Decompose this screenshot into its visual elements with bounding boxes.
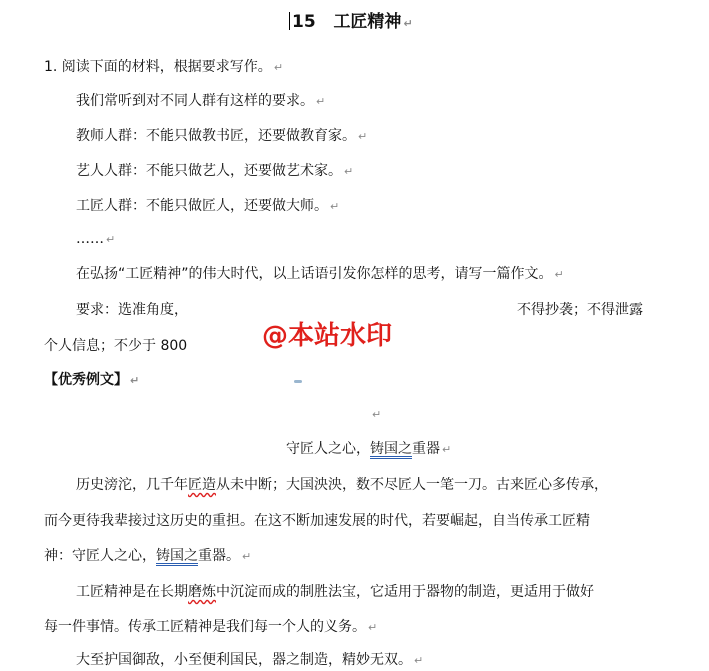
- material-line-1: [76, 91, 325, 112]
- requirement-line-2-text: 个人信息；不少于 800: [44, 338, 188, 354]
- example-heading: [44, 370, 139, 391]
- paragraph-mark-icon: ↵: [273, 61, 284, 74]
- spellcheck-word: 磨炼: [188, 584, 216, 600]
- paragraph-mark-icon: ↵: [130, 374, 140, 387]
- essay-p2-line-1: [76, 582, 594, 602]
- material-text: 教师人群：不能只做教书匠，还要做教育家。: [76, 128, 356, 144]
- essay-title-pre: 守匠人之心，: [286, 441, 370, 457]
- essay-p1-line-2: [44, 511, 590, 531]
- material-line-4: [76, 196, 339, 217]
- paragraph-mark-icon: ↵: [414, 654, 424, 667]
- question-text: 1. 阅读下面的材料，根据要求写作。: [44, 59, 272, 75]
- paragraph-mark-icon: ↵: [242, 550, 252, 563]
- text-segment: 中沉淀而成的制胜法宝，它适用于器物的制造，更适用于做好: [216, 584, 594, 600]
- material-line-3: [76, 161, 353, 182]
- text-cursor: [289, 12, 290, 30]
- paragraph-mark-icon: ↵: [442, 443, 452, 456]
- stray-mark: [294, 380, 302, 383]
- paragraph-mark-icon: ↵: [554, 268, 564, 281]
- title-text: 工匠精神: [333, 12, 402, 32]
- paragraph-mark-icon: ↵: [106, 233, 116, 246]
- watermark: @本站水印: [262, 321, 393, 351]
- essay-p3-line-1: [76, 650, 423, 671]
- requirement-right-text: 不得抄袭；不得泄露: [517, 302, 643, 318]
- essay-p2-line-2: [44, 617, 377, 638]
- grammar-word: 铸国之: [156, 548, 198, 564]
- requirement-left: [76, 300, 188, 320]
- requirement-right: [517, 300, 643, 320]
- essay-title-post: 重器: [412, 441, 440, 457]
- text-segment: 大至护国御敌，小至便利国民，器之制造，精妙无双。: [76, 652, 412, 668]
- requirement-left-text: 要求：选准角度，: [76, 302, 188, 318]
- empty-paragraph: [370, 404, 381, 425]
- paragraph-mark-icon: ↵: [403, 17, 413, 30]
- material-line-2: [76, 126, 367, 147]
- prompt-text: 在弘扬“工匠精神”的伟大时代，以上话语引发你怎样的思考，请写一篇作文。: [76, 266, 553, 282]
- spellcheck-word: 匠造: [188, 477, 216, 493]
- essay-p1-line-1: [76, 475, 608, 495]
- paragraph-mark-icon: ↵: [344, 165, 354, 178]
- material-text: 工匠人群：不能只做匠人，还要做大师。: [76, 198, 328, 214]
- text-segment: 每一件事情。传承工匠精神是我们每一个人的义务。: [44, 619, 366, 635]
- material-text: 我们常听到对不同人群有这样的要求。: [76, 93, 314, 109]
- example-heading-text: 【优秀例文】: [44, 372, 128, 388]
- text-segment: 重器。: [198, 548, 240, 564]
- text-segment: 历史滂沱，几千年: [76, 477, 188, 493]
- title-number: 15: [292, 12, 316, 32]
- document-title: [289, 12, 413, 34]
- requirement-line-2: [44, 336, 187, 356]
- text-segment: 神：守匠人之心，: [44, 548, 156, 564]
- text-segment: 工匠精神是在长期: [76, 584, 188, 600]
- essay-title-key: 铸国之: [370, 441, 412, 457]
- text-segment: 从未中断；大国泱泱，数不尽匠人一笔一刀。古来匠心多传承，: [216, 477, 608, 493]
- material-text: ……: [76, 231, 104, 247]
- text-segment: 而今更待我辈接过这历史的重担。在这不断加速发展的时代，若要崛起，自当传承工匠精: [44, 513, 590, 529]
- question-line: [44, 57, 283, 78]
- essay-p1-line-3: [44, 546, 251, 567]
- essay-title: [286, 439, 451, 460]
- paragraph-mark-icon: ↵: [330, 200, 340, 213]
- material-line-5: [76, 229, 115, 250]
- paragraph-mark-icon: ↵: [368, 621, 378, 634]
- prompt-line: [76, 264, 564, 285]
- paragraph-mark-icon: ↵: [358, 130, 368, 143]
- paragraph-mark-icon: ↵: [316, 95, 326, 108]
- material-text: 艺人人群：不能只做艺人，还要做艺术家。: [76, 163, 342, 179]
- paragraph-mark-icon: ↵: [372, 408, 382, 421]
